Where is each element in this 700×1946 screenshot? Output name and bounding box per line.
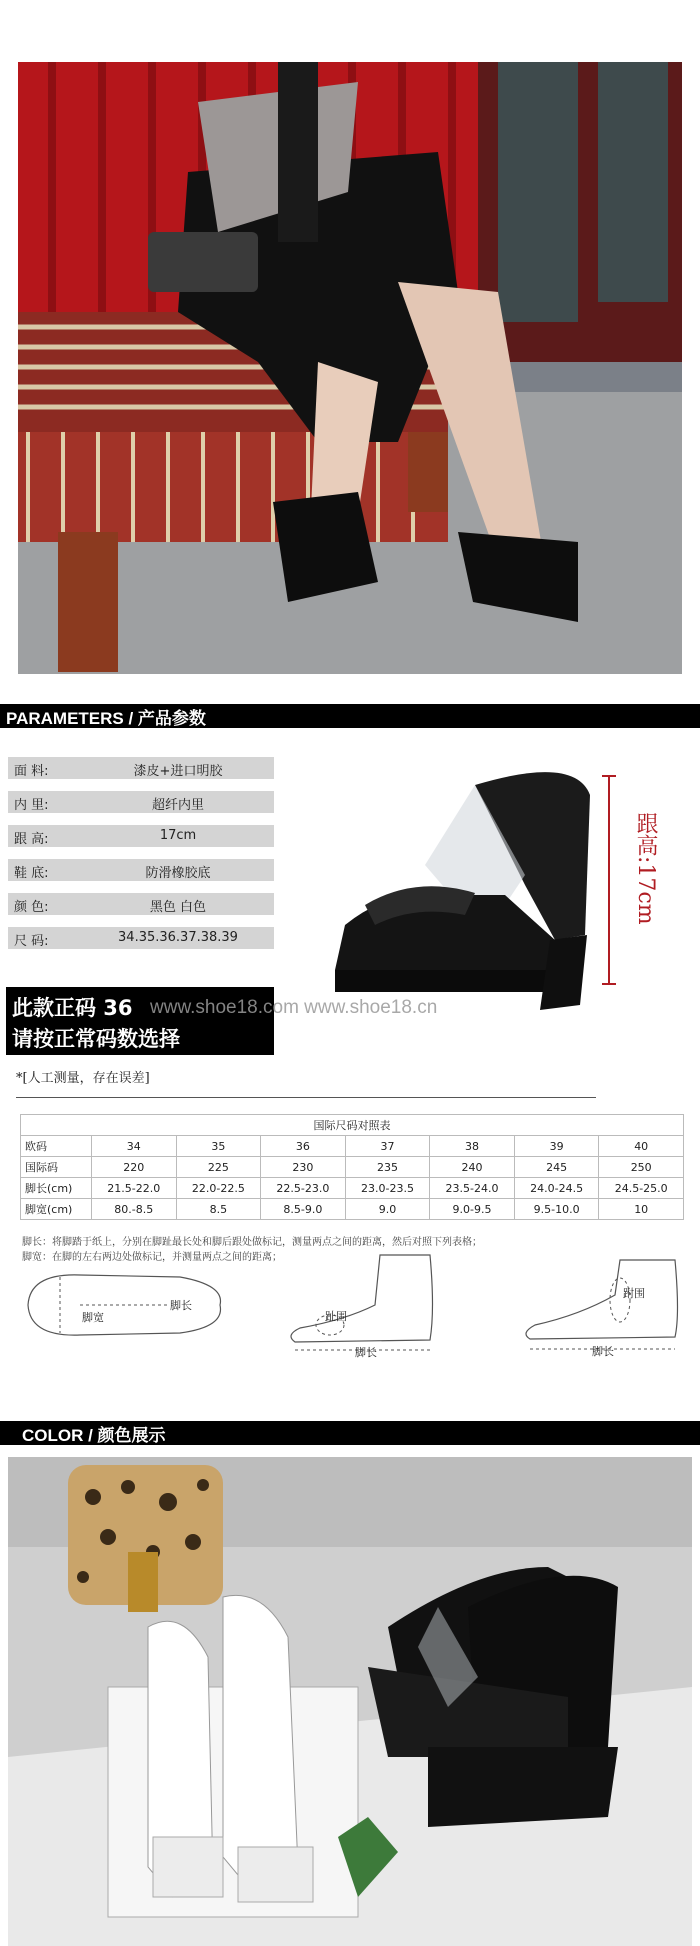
hero-photo-illustration <box>18 62 682 674</box>
table-cell: 80.-8.5 <box>92 1199 177 1220</box>
hero-photo <box>18 62 682 674</box>
color-display-photo <box>8 1457 692 1946</box>
param-value: 34.35.36.37.38.39 <box>118 930 238 945</box>
size-table-title-row <box>21 1115 684 1136</box>
table-cell: 35 <box>176 1136 261 1157</box>
param-row-sole <box>8 859 274 881</box>
table-cell: 24.5-25.0 <box>599 1178 684 1199</box>
table-cell: 8.5-9.0 <box>261 1199 346 1220</box>
foot-width-label: 脚宽 <box>82 1311 104 1324</box>
table-cell: 240 <box>430 1157 515 1178</box>
table-cell: 225 <box>176 1157 261 1178</box>
param-value: 黑色 白色 <box>149 900 207 915</box>
parameters-section-bar <box>0 704 700 728</box>
color-section-bar <box>0 1421 700 1445</box>
table-cell: 23.5-24.0 <box>430 1178 515 1199</box>
table-cell: 9.0-9.5 <box>430 1199 515 1220</box>
parameters-title: PARAMETERS / 产品参数 <box>6 708 206 728</box>
color-title: COLOR / 颜色展示 <box>22 1425 166 1445</box>
measure-note-length: 脚长：将脚踏于纸上，分别在脚趾最长处和脚后跟处做标记，测量两点之间的距离，然后对照下列表格； <box>22 1237 482 1248</box>
row-head: 脚宽(cm) <box>21 1199 92 1220</box>
param-label: 颜 色: <box>14 900 49 915</box>
instep-girth-label: 跗围 <box>623 1287 645 1300</box>
table-cell: 38 <box>430 1136 515 1157</box>
table-cell: 23.0-23.5 <box>345 1178 430 1199</box>
table-cell: 40 <box>599 1136 684 1157</box>
size-notice-line2: 请按正常码数选择 <box>12 1027 180 1051</box>
table-cell: 37 <box>345 1136 430 1157</box>
table-cell: 250 <box>599 1157 684 1178</box>
param-row-heel <box>8 825 274 847</box>
table-cell: 22.0-22.5 <box>176 1178 261 1199</box>
table-cell: 39 <box>514 1136 599 1157</box>
foot-length-label: 脚长 <box>170 1299 192 1312</box>
table-cell: 36 <box>261 1136 346 1157</box>
product-shoe-image <box>325 765 605 1020</box>
size-table <box>20 1114 684 1220</box>
table-row <box>21 1157 684 1178</box>
foot-diagram-side-2 <box>520 1255 685 1360</box>
table-cell: 230 <box>261 1157 346 1178</box>
measure-note-width: 脚宽：在脚的左右两边处做标记，并测量两点之间的距离； <box>22 1252 282 1263</box>
table-cell: 22.5-23.0 <box>261 1178 346 1199</box>
table-row <box>21 1178 684 1199</box>
param-value: 漆皮+进口明胶 <box>133 764 223 779</box>
table-cell: 34 <box>92 1136 177 1157</box>
heel-height-label: 跟高:17cm <box>633 812 658 925</box>
toe-girth-label: 趾围 <box>325 1310 347 1323</box>
table-cell: 21.5-22.0 <box>92 1178 177 1199</box>
table-cell: 24.0-24.5 <box>514 1178 599 1199</box>
table-cell: 245 <box>514 1157 599 1178</box>
row-head: 脚长(cm) <box>21 1178 92 1199</box>
table-cell: 235 <box>345 1157 430 1178</box>
instep-foot-length-label: 脚长 <box>592 1345 614 1358</box>
side-foot-length-label: 脚长 <box>355 1346 377 1359</box>
param-row-size <box>8 927 274 949</box>
table-row <box>21 1199 684 1220</box>
table-cell: 10 <box>599 1199 684 1220</box>
color-photo-illustration <box>8 1457 692 1946</box>
table-cell: 8.5 <box>176 1199 261 1220</box>
watermark-text: www.shoe18.com www.shoe18.cn <box>150 997 438 1018</box>
param-value: 17cm <box>159 828 197 843</box>
param-value: 防滑橡胶底 <box>145 866 211 881</box>
size-table-container <box>20 1114 684 1220</box>
foot-diagram-side <box>285 1250 445 1360</box>
param-label: 尺 码: <box>14 934 49 949</box>
row-head: 国际码 <box>21 1157 92 1178</box>
row-head: 欧码 <box>21 1136 92 1157</box>
table-cell: 220 <box>92 1157 177 1178</box>
param-label: 面 料: <box>14 764 49 779</box>
foot-outline-top <box>20 1265 230 1345</box>
divider-line <box>16 1097 596 1098</box>
foot-diagram-top <box>20 1265 230 1345</box>
param-row-lining <box>8 791 274 813</box>
param-label: 鞋 底: <box>14 866 49 881</box>
heel-height-indicator <box>602 775 616 985</box>
param-label: 内 里: <box>14 798 49 813</box>
param-row-color <box>8 893 274 915</box>
size-notice-line1: 此款正码 36 <box>12 996 133 1020</box>
shoe-illustration <box>325 765 605 1020</box>
param-value: 超纤内里 <box>151 798 204 813</box>
param-label: 跟 高: <box>14 832 49 847</box>
table-cell: 9.0 <box>345 1199 430 1220</box>
size-table-title: 国际尺码对照表 <box>21 1115 684 1136</box>
param-row-material <box>8 757 274 779</box>
table-cell: 9.5-10.0 <box>514 1199 599 1220</box>
manual-measure-note: *[人工测量，存在误差] <box>16 1071 150 1086</box>
table-row <box>21 1136 684 1157</box>
